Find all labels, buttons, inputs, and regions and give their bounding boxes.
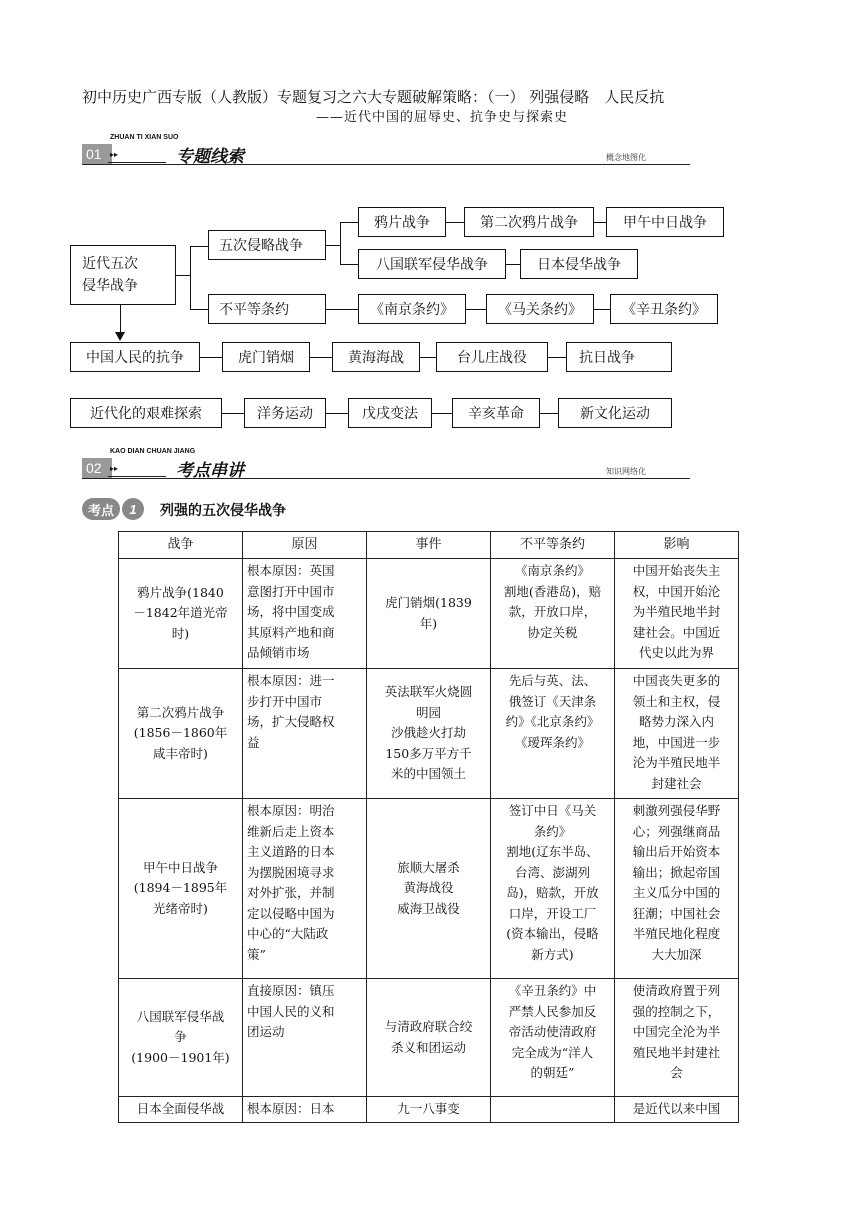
cell-line: (1894－1895年 [133, 880, 228, 896]
cell-line: 完全成为“洋人 [511, 1044, 594, 1060]
cell-line: 定以侵略中国为 [247, 905, 335, 921]
concept-exploration-title: 近代化的艰难探索 [70, 398, 222, 428]
divider [82, 164, 690, 165]
concept-branch-wars: 五次侵略战争 [208, 230, 326, 260]
cell-line: 场，扩大侵略权 [247, 714, 335, 729]
connector [120, 305, 121, 335]
concept-resistance-item: 虎门销烟 [222, 342, 310, 372]
cell-line: 心；列强继商品 [632, 823, 721, 839]
cell-line: 第二次鸦片战争 [136, 704, 225, 720]
cell-line: 封建社会 [651, 775, 702, 791]
concept-root [70, 245, 176, 305]
cell-line: 割地(辽东半岛、 [506, 844, 599, 859]
cell-line: 中心的“大陆政 [247, 926, 329, 941]
cell-line: 威海卫战役 [397, 900, 460, 916]
concept-treaty-item: 《南京条约》 [358, 294, 466, 324]
cell-line: 步打开中国市 [247, 693, 323, 709]
connector [190, 246, 208, 247]
section-tag: 概念地图化 [606, 153, 646, 162]
cell-line: 为半殖民地半封 [632, 604, 721, 619]
connector [466, 309, 486, 310]
cell-line: －1842年道光帝 [133, 605, 228, 621]
divider [82, 478, 690, 479]
cell-line: 团运动 [247, 1024, 285, 1039]
cell-line: 英法联军火烧圆 [384, 684, 473, 700]
connector [540, 413, 558, 414]
cell-line: 严禁人民参加反 [508, 1003, 597, 1019]
cell-line: 《南京条约》 [514, 563, 590, 578]
table-cell-event [367, 669, 491, 799]
arrow-down-icon [115, 332, 125, 341]
cell-line: 直接原因：镇压 [247, 983, 335, 998]
cell-line: 台湾、澎湖列 [514, 864, 590, 880]
concept-resistance-item: 黄海海战 [332, 342, 420, 372]
connector [190, 309, 208, 310]
section-pinyin: KAO DIAN CHUAN JIANG [110, 448, 196, 455]
table-cell-event [367, 799, 491, 979]
cell-line: 八国联军侵华战 [136, 1008, 225, 1024]
table-row [119, 1097, 739, 1123]
section-number: 01 [82, 144, 112, 164]
concept-treaty-item: 《辛丑条约》 [610, 294, 718, 324]
table-cell-war [119, 559, 243, 669]
cell-line: 狂潮；中国社会 [632, 905, 721, 921]
kaodian-number: 1 [122, 498, 144, 520]
table-cell-cause [243, 559, 367, 669]
cell-line: 虎门销烟(1839 [385, 595, 472, 610]
concept-treaty-item: 《马关条约》 [486, 294, 594, 324]
wars-table [118, 531, 739, 1123]
table-cell-event [367, 1097, 491, 1123]
column-header: 战争 [119, 532, 243, 559]
table-cell-impact [615, 799, 739, 979]
cell-line: 根本原因：英国 [247, 563, 335, 578]
table-row [119, 669, 739, 799]
cell-line: 旅顺大屠杀 [397, 859, 460, 875]
connector [432, 413, 452, 414]
connector [506, 264, 520, 265]
connector [326, 413, 348, 414]
column-header: 不平等条约 [491, 532, 615, 559]
connector [326, 309, 358, 310]
cell-line: 意图打开中国市 [247, 583, 335, 599]
concept-war-item: 八国联军侵华战争 [358, 249, 506, 279]
cell-line: 咸丰帝时) [153, 745, 208, 761]
cell-line: 款，开放口岸， [508, 604, 597, 619]
section-header-1 [82, 132, 690, 166]
cell-line: 领土和主权，侵 [632, 693, 721, 709]
table-cell-event [367, 559, 491, 669]
table-cell-treaty [491, 979, 615, 1097]
cell-line: 地，中国进一步 [632, 734, 721, 750]
table-cell-war [119, 1097, 243, 1123]
concept-resistance-title: 中国人民的抗争 [70, 342, 200, 372]
concept-resistance-item: 抗日战争 [566, 342, 672, 372]
cell-line: 岛)，赔款，开放 [506, 885, 599, 900]
concept-war-item: 甲午中日战争 [606, 207, 724, 237]
cell-line: 维新后走上资本 [247, 823, 335, 839]
cell-line: 半殖民地化程度 [632, 926, 721, 941]
cell-line: 争 [174, 1029, 187, 1045]
cell-line: 为摆脱困境寻求 [247, 864, 335, 880]
double-arrow-icon: ▸▸ [110, 150, 119, 159]
table-cell-war [119, 979, 243, 1097]
connector [310, 357, 332, 358]
cell-line: 根本原因：日本 [247, 1101, 335, 1116]
cell-line: 与清政府联合绞 [384, 1019, 473, 1034]
cell-line: 米的中国领土 [390, 766, 466, 782]
column-header: 事件 [367, 532, 491, 559]
cell-line: 年) [419, 615, 438, 631]
table-cell-impact [615, 979, 739, 1097]
table-cell-war [119, 669, 243, 799]
cell-line: 《辛丑条约》中 [508, 983, 597, 998]
cell-line: 协定关税 [527, 624, 578, 640]
table-cell-impact [615, 1097, 739, 1123]
column-header: 原因 [243, 532, 367, 559]
connector [340, 264, 358, 265]
cell-line: 帝活动使清政府 [508, 1024, 597, 1039]
cell-line: 黄海战役 [403, 880, 454, 896]
concept-exploration-item: 戊戌变法 [348, 398, 432, 428]
table-cell-cause [243, 979, 367, 1097]
cell-line: 签订中日《马关 [508, 803, 597, 818]
connector [340, 222, 341, 264]
connector [548, 357, 566, 358]
connector [446, 222, 464, 223]
cell-line: 150多万平方千 [385, 745, 472, 761]
cell-line: 先后与英、法、 [508, 673, 597, 688]
connector [594, 309, 610, 310]
table-cell-treaty [491, 1097, 615, 1123]
concept-branch-treaties: 不平等条约 [208, 294, 326, 324]
section-header-2 [82, 446, 690, 480]
column-header: 影响 [615, 532, 739, 559]
cell-line: 约》《北京条约》 [505, 714, 600, 729]
concept-war-item: 第二次鸦片战争 [464, 207, 594, 237]
cell-line: 根本原因：明治 [247, 803, 335, 818]
cell-line: 沦为半殖民地半 [632, 755, 721, 770]
cell-line: 输出后开始资本 [632, 844, 721, 859]
section-pinyin: ZHUAN TI XIAN SUO [110, 134, 179, 141]
cell-line: 权，中国开始沦 [632, 583, 721, 599]
double-arrow-icon: ▸▸ [110, 464, 119, 473]
cell-line: 中国完全沦为半 [632, 1024, 721, 1039]
cell-line: 割地(香港岛)，赔 [503, 583, 602, 599]
connector [420, 357, 436, 358]
cell-line: 对外扩张，并制 [247, 885, 335, 900]
cell-line: 俄签订《天津条 [508, 693, 597, 709]
document-title: 初中历史广西专版（人教版）专题复习之六大专题破解策略：（一） 列强侵略 人民反抗 [82, 88, 665, 106]
cell-line: (资本输出，侵略 [506, 926, 599, 941]
table-cell-treaty [491, 799, 615, 979]
cell-line: 主义瓜分中国的 [632, 885, 721, 900]
cell-line: 条约》 [533, 823, 572, 839]
connector [176, 275, 190, 276]
cell-line: 代史以此为界 [638, 645, 714, 660]
document-subtitle: ——近代中国的屈辱史、抗争史与探索史 [316, 110, 569, 125]
cell-line: 光绪帝时) [153, 900, 208, 916]
table-cell-impact [615, 669, 739, 799]
cell-line: 殖民地半封建社 [632, 1044, 721, 1060]
cell-line: 时) [171, 625, 190, 641]
connector [326, 245, 340, 246]
cell-line: 杀义和团运动 [390, 1039, 466, 1055]
connector [222, 413, 244, 414]
divider [108, 476, 166, 477]
connector [190, 246, 191, 309]
table-cell-treaty [491, 669, 615, 799]
section-heading: 专题线索 [176, 147, 244, 167]
table-cell-cause [243, 799, 367, 979]
table-cell-cause [243, 1097, 367, 1123]
cell-line: 输出；掀起帝国 [632, 864, 721, 880]
cell-line: (1856－1860年 [133, 725, 228, 741]
cell-line: 甲午中日战争 [142, 859, 218, 875]
cell-line: 场，将中国变成 [247, 604, 335, 619]
connector [594, 222, 606, 223]
cell-line: 强的控制之下， [632, 1003, 721, 1019]
table-row [119, 559, 739, 669]
table-cell-impact [615, 559, 739, 669]
connector [340, 222, 358, 223]
cell-line: 略势力深入内 [638, 714, 714, 729]
section-tag: 知识网络化 [606, 467, 646, 476]
cell-line: 鸦片战争(1840 [137, 584, 224, 600]
cell-line: 策” [247, 946, 266, 962]
table-cell-event [367, 979, 491, 1097]
cell-line: 沙俄趁火打劫 [390, 725, 466, 741]
cell-line: (1900－1901年) [131, 1049, 230, 1065]
cell-line: 其原料产地和商 [247, 624, 335, 640]
cell-line: 刺激列强侵华野 [632, 803, 721, 818]
cell-line: 九一八事变 [397, 1101, 460, 1116]
cell-line: 明园 [415, 704, 441, 720]
cell-line: 大大加深 [651, 946, 702, 962]
concept-root-line2: 侵华战争 [82, 278, 138, 294]
cell-line: 主义道路的日本 [247, 844, 335, 859]
table-cell-war [119, 799, 243, 979]
cell-line: 口岸，开设工厂 [508, 905, 597, 921]
concept-exploration-item: 新文化运动 [558, 398, 672, 428]
concept-war-item: 日本侵华战争 [520, 249, 638, 279]
cell-line: 中国丧失更多的 [632, 673, 721, 688]
concept-war-item: 鸦片战争 [358, 207, 446, 237]
cell-line: 益 [247, 734, 260, 750]
cell-line: 品倾销市场 [247, 645, 310, 660]
concept-exploration-item: 辛亥革命 [452, 398, 540, 428]
section-number: 02 [82, 458, 112, 478]
concept-exploration-item: 洋务运动 [244, 398, 326, 428]
table-cell-treaty [491, 559, 615, 669]
cell-line: 会 [670, 1065, 683, 1080]
kaodian-title: 列强的五次侵华战争 [160, 503, 286, 519]
concept-root-line1: 近代五次 [82, 256, 138, 272]
divider [108, 162, 166, 163]
table-header-row [119, 532, 739, 559]
cell-line: 中国人民的义和 [247, 1003, 335, 1019]
concept-resistance-item: 台儿庄战役 [436, 342, 548, 372]
cell-line: 新方式) [531, 946, 574, 962]
table-row [119, 979, 739, 1097]
kaodian-badge: 考点 [82, 498, 120, 520]
connector [200, 357, 222, 358]
cell-line: 日本全面侵华战 [136, 1101, 225, 1116]
cell-line: 《瑷珲条约》 [514, 734, 590, 750]
cell-line: 使清政府置于列 [632, 983, 721, 998]
table-row [119, 799, 739, 979]
cell-line: 中国开始丧失主 [632, 563, 721, 578]
cell-line: 根本原因：进一 [247, 673, 335, 688]
table-cell-cause [243, 669, 367, 799]
cell-line: 的朝廷” [530, 1065, 575, 1080]
cell-line: 是近代以来中国 [632, 1101, 721, 1116]
cell-line: 建社会。中国近 [632, 624, 721, 640]
section-heading: 考点串讲 [176, 461, 244, 481]
